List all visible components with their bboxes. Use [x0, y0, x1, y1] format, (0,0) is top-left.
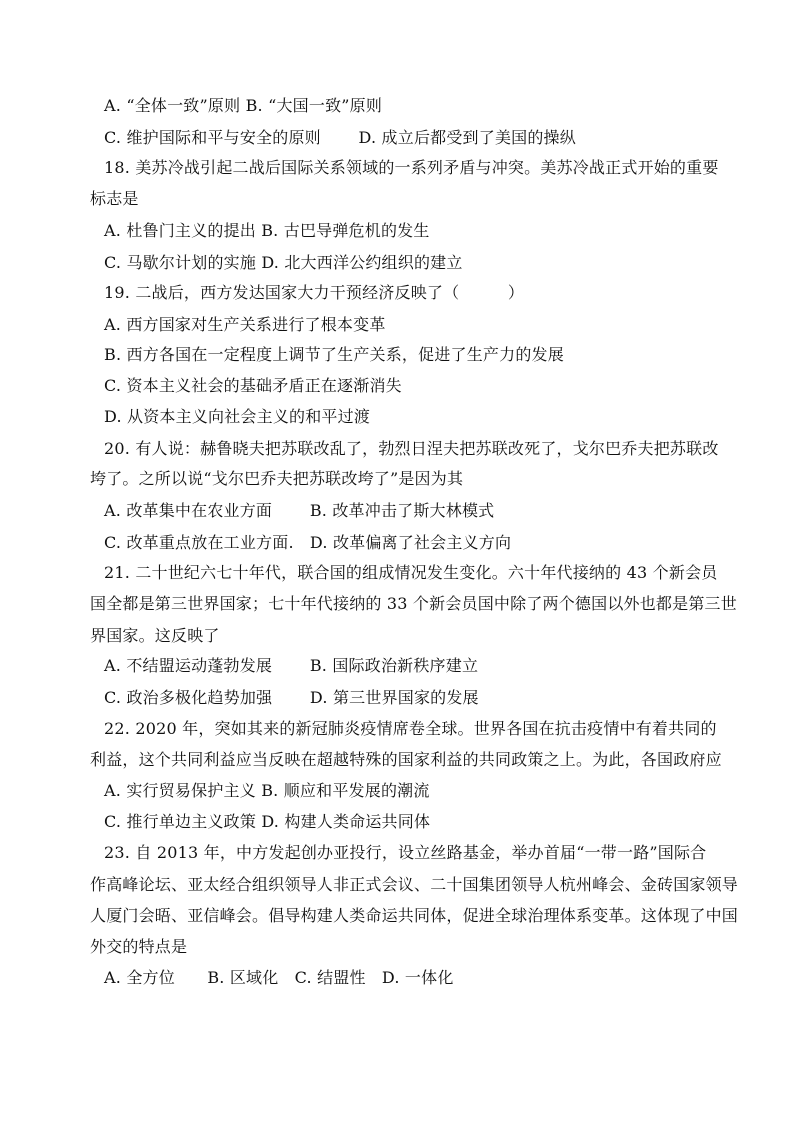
- q20-options-ab: A. 改革集中在农业方面 B. 改革冲击了斯大林模式: [104, 501, 495, 520]
- q23-stem-cont3: 外交的特点是: [90, 937, 188, 956]
- q21-stem-cont1: 国全都是第三世界国家；七十年代接纳的 33 个新会员国中除了两个德国以外也都是第三世: [90, 594, 737, 613]
- q23-stem: 23. 自 2013 年，中方发起创办亚投行，设立丝路基金，举办首届“一带一路”国际合: [104, 843, 707, 862]
- q22-stem: 22. 2020 年，突如其来的新冠肺炎疫情席卷全球。世界各国在抗击疫情中有着共同的: [104, 719, 717, 738]
- q21-options-cd: C. 政治多极化趋势加强 D. 第三世界国家的发展: [104, 688, 479, 707]
- q21-stem-cont2: 界国家。这反映了: [90, 626, 220, 645]
- q18-options-ab: A. 杜鲁门主义的提出 B. 古巴导弹危机的发生: [104, 221, 430, 240]
- q20-options-cd: C. 改革重点放在工业方面. D. 改革偏离了社会主义方向: [104, 533, 512, 552]
- q21-options-ab: A. 不结盟运动蓬勃发展 B. 国际政治新秩序建立: [104, 656, 479, 675]
- q19-stem: 19. 二战后，西方发达国家大力干预经济反映了（ ）: [104, 283, 525, 302]
- q23-stem-cont1: 作高峰论坛、亚太经合组织领导人非正式会议、二十国集团领导人杭州峰会、金砖国家领导: [90, 875, 739, 894]
- q22-stem-cont: 利益，这个共同利益应当反映在超越特殊的国家利益的共同政策之上。为此，各国政府应: [90, 750, 722, 769]
- q17-options-ab: A. “全体一致”原则 B. “大国一致”原则: [104, 96, 383, 115]
- q18-stem: 18. 美苏冷战引起二战后国际关系领域的一系列矛盾与冲突。美苏冷战正式开始的重要: [104, 158, 719, 177]
- q23-options: A. 全方位 B. 区域化 C. 结盟性 D. 一体化: [104, 968, 454, 987]
- q21-stem: 21. 二十世纪六七十年代，联合国的组成情况发生变化。六十年代接纳的 43 个新会员: [104, 563, 718, 582]
- q18-options-cd: C. 马歇尔计划的实施 D. 北大西洋公约组织的建立: [104, 253, 463, 272]
- q20-stem: 20. 有人说：赫鲁晓夫把苏联改乱了，勃烈日涅夫把苏联改死了，戈尔巴乔夫把苏联改: [104, 439, 719, 458]
- q20-stem-cont: 垮了。之所以说“戈尔巴乔夫把苏联改垮了”是因为其: [90, 469, 464, 488]
- q19-option-b: B. 西方各国在一定程度上调节了生产关系，促进了生产力的发展: [104, 345, 564, 364]
- q17-options-cd: C. 维护国际和平与安全的原则 D. 成立后都受到了美国的操纵: [104, 128, 576, 147]
- q19-option-a: A. 西方国家对生产关系进行了根本变革: [104, 315, 386, 334]
- q19-option-d: D. 从资本主义向社会主义的和平过渡: [104, 407, 371, 426]
- q22-options-ab: A. 实行贸易保护主义 B. 顺应和平发展的潮流: [104, 781, 430, 800]
- q19-option-c: C. 资本主义社会的基础矛盾正在逐渐消失: [104, 376, 402, 395]
- q23-stem-cont2: 人厦门会晤、亚信峰会。倡导构建人类命运共同体，促进全球治理体系变革。这体现了中国: [90, 906, 739, 925]
- q18-stem-cont: 标志是: [90, 189, 139, 208]
- q22-options-cd: C. 推行单边主义政策 D. 构建人类命运共同体: [104, 812, 431, 831]
